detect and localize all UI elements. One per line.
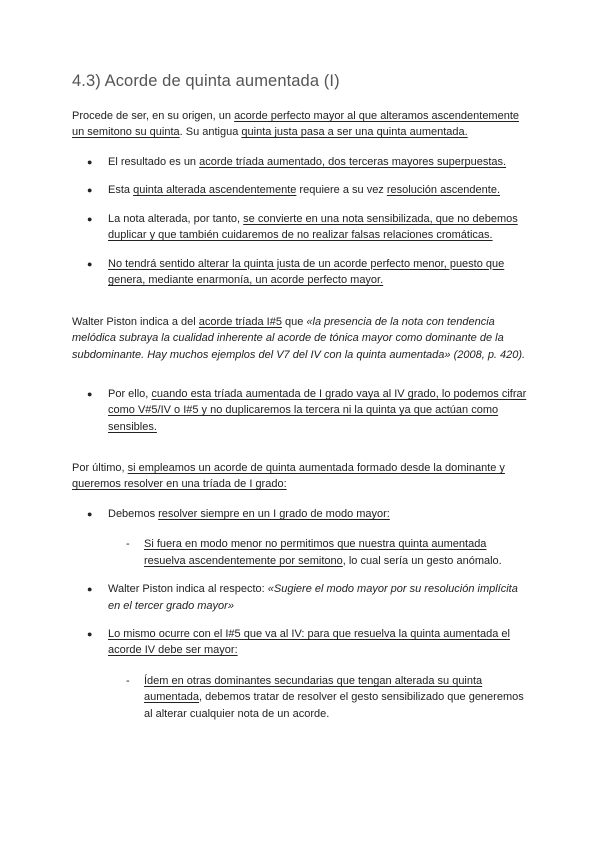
bullet-list-2 [72, 386, 528, 435]
bullet-list-1 [72, 154, 528, 288]
sub-text: , lo cual sería un gesto anómalo. [342, 554, 502, 567]
bullet-underlined-text: resolver siempre en un I grado de modo mayor: [158, 508, 390, 520]
bullet-text: requiere a su vez [296, 184, 387, 197]
bullet-item [72, 506, 528, 522]
page-title: 4.3) Acorde de quinta aumentada (I) [72, 72, 340, 90]
bullet-item [72, 211, 528, 244]
intro-paragraph [72, 108, 528, 141]
bullet-item [72, 581, 528, 614]
intro-underlined-text: acorde perfecto mayor al que alteramos ascendentemente un semitono su quinta [72, 110, 520, 139]
final-underlined-text: si empleamos un acorde de quinta aumentada formado desde la dominante y queremos resolver en una tríada de I grado: [72, 462, 505, 491]
sub-text: , debemos tratar de resolver el gesto sensibilizado que generemos al alterar cualquier nota de un acorde. [144, 691, 524, 720]
bullet-text: El resultado es un [108, 156, 200, 168]
bullet-underlined-text: resolución ascendente. [386, 184, 501, 197]
bullet-underlined-text: se convierte en una nota sensibilizada, que no debemos duplicar y que también cuidaremos de no realizar falsas relaciones cromáticas. [108, 212, 518, 242]
bullet-text: Por ello, [108, 388, 152, 400]
piston-underlined-text: acorde tríada I#5 [198, 316, 282, 328]
piston-paragraph [72, 314, 528, 363]
bullet-underlined-text: cuando esta tríada aumentada de I grado vaya al IV grado, lo podemos cifrar como V#5/IV o I#5 y no duplicaremos la tercera ni la quinta ya que actúan como sensibles. [108, 388, 527, 433]
sub-underlined-text: Si fuera en modo menor no permitimos que nuestra quinta aumentada resuelva ascendentemente por semitono [144, 538, 487, 567]
bullet-underlined-text: acorde tríada aumentado, dos terceras mayores superpuestas. [199, 156, 507, 168]
final-paragraph [72, 460, 528, 493]
bullet-text: Esta [108, 184, 134, 197]
bullet-text: Walter Piston indica al respecto: [108, 583, 268, 596]
piston-quote: «la presencia de la nota con tendencia melódica subraya la cualidad inherente al acorde de tónica mayor como dominante de la subdominante. Hay muchos ejemplos del V7 del IV con la quinta aumentada» (2008, p. 420). [72, 316, 526, 361]
sub-underlined-text: Ídem en otras dominantes secundarias que tengan alterada su quinta aumentada [144, 674, 483, 704]
sub-item [72, 673, 528, 722]
bullet-underlined-text: No tendrá sentido alterar la quinta justa de un acorde perfecto menor, puesto que genera, mediante enarmonía, un acorde perfecto mayor. [108, 257, 505, 287]
bullet-item [72, 182, 528, 198]
intro-text: Procede de ser, en su origen, un [72, 110, 235, 122]
bullet-item [72, 626, 528, 659]
bullet-item [72, 386, 528, 435]
sub-item [72, 536, 528, 569]
intro-underlined-text: quinta justa pasa a ser una quinta aumentada. [241, 126, 468, 139]
bullet-text: Debemos [108, 508, 159, 520]
piston-text: que [281, 316, 307, 328]
bullet-underlined-text: Lo mismo ocurre con el I#5 que va al IV: para que resuelva la quinta aumentada el acorde IV debe ser mayor: [108, 628, 510, 657]
final-text: Por último, [72, 462, 128, 474]
bullet-quote: «Sugiere el modo mayor por su resolución implícita en el tercer grado mayor» [108, 583, 518, 612]
bullet-list-3 [72, 506, 528, 722]
intro-text: . Su antigua [179, 126, 242, 139]
bullet-item [72, 256, 528, 289]
bullet-item [72, 154, 528, 170]
bullet-text: La nota alterada, por tanto, [108, 212, 244, 225]
bullet-underlined-text: quinta alterada ascendentemente [133, 184, 297, 197]
piston-text: Walter Piston indica a del [72, 316, 199, 328]
